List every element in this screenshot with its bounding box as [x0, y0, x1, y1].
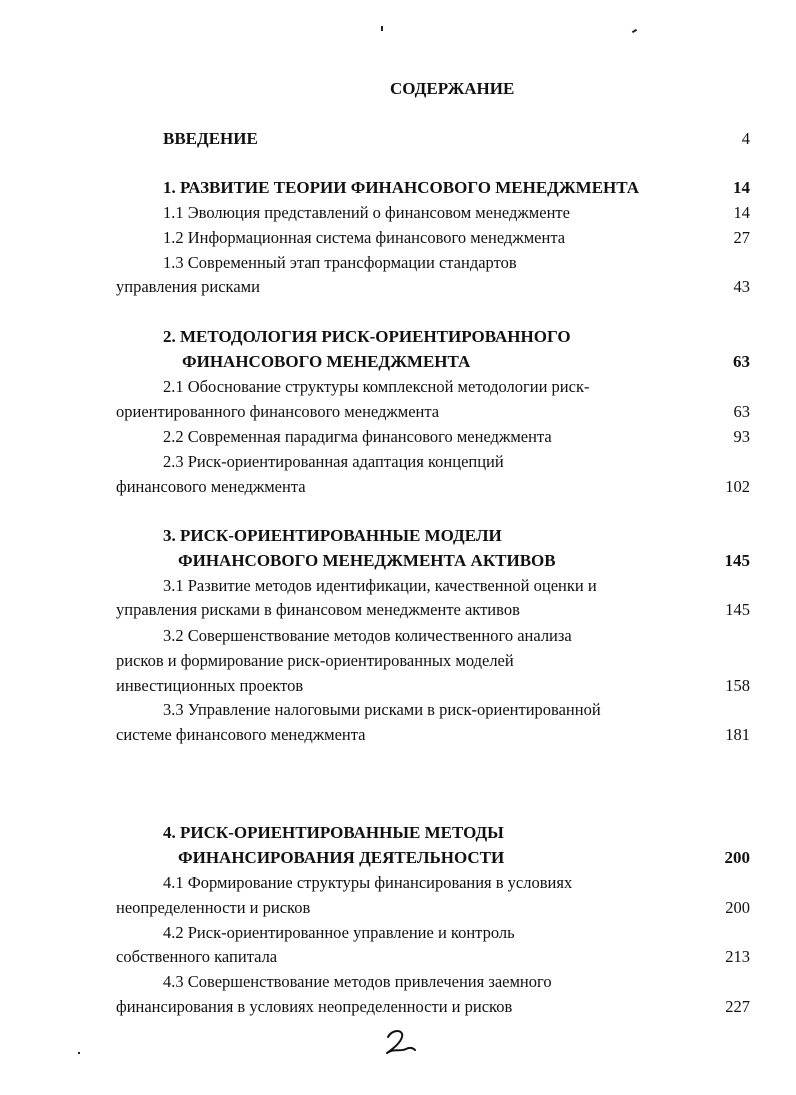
- toc-ch3-s2-line1: 3.2 Совершенствование методов количественного анализа: [163, 626, 572, 645]
- toc-ch4-s1-line2: неопределенности и рисков: [116, 898, 311, 917]
- toc-ch4-s3-line1: 4.3 Совершенствование методов привлечения заемного: [163, 972, 552, 991]
- toc-ch4-s3-page: 227: [725, 997, 750, 1016]
- toc-ch2-s2: 2.2 Современная парадигма финансового менеджмента: [163, 427, 552, 446]
- toc-ch1-s3-line2: управления рисками: [116, 277, 260, 296]
- toc-ch4-heading-line2: ФИНАНСИРОВАНИЯ ДЕЯТЕЛЬНОСТИ: [178, 848, 505, 867]
- handwritten-page-number: [382, 1028, 418, 1056]
- toc-ch4-s2-line1: 4.2 Риск-ориентированное управление и контроль: [163, 923, 515, 942]
- toc-ch4-s1-page: 200: [725, 898, 750, 917]
- toc-ch2-s1-page: 63: [733, 402, 750, 421]
- toc-ch4-heading-line1: 4. РИСК-ОРИЕНТИРОВАННЫЕ МЕТОДЫ: [163, 823, 504, 842]
- toc-ch3-page: 145: [724, 551, 750, 570]
- toc-ch3-s3-line2: системе финансового менеджмента: [116, 725, 366, 744]
- toc-ch1-s1: 1.1 Эволюция представлений о финансовом менеджменте: [163, 203, 570, 222]
- toc-ch3-s3-page: 181: [725, 725, 750, 744]
- toc-ch3-s2-page: 158: [725, 676, 750, 695]
- toc-ch4-s1-line1: 4.1 Формирование структуры финансирования в условиях: [163, 873, 573, 892]
- page-title: СОДЕРЖАНИЕ: [390, 79, 515, 98]
- toc-ch2-s1-line1: 2.1 Обоснование структуры комплексной методологии риск-: [163, 377, 590, 396]
- toc-ch3-s1-line2: управления рисками в финансовом менеджменте активов: [116, 600, 520, 619]
- toc-ch4-s2-page: 213: [725, 947, 750, 966]
- toc-intro-label: ВВЕДЕНИЕ: [163, 129, 258, 148]
- toc-intro-page: 4: [741, 129, 750, 148]
- toc-ch1-s1-page: 14: [733, 203, 750, 222]
- toc-ch3-s3-line1: 3.3 Управление налоговыми рисками в риск-ориентированной: [163, 700, 601, 719]
- toc-ch4-s2-line2: собственного капитала: [116, 947, 278, 966]
- toc-ch3-heading-line1: 3. РИСК-ОРИЕНТИРОВАННЫЕ МОДЕЛИ: [163, 526, 502, 545]
- toc-ch2-page: 63: [733, 352, 750, 371]
- toc-ch1-heading: 1. РАЗВИТИЕ ТЕОРИИ ФИНАНСОВОГО МЕНЕДЖМЕНТА: [163, 178, 640, 197]
- toc-ch2-s3-line1: 2.3 Риск-ориентированная адаптация концепций: [163, 452, 504, 471]
- toc-ch3-s2-line3: инвестиционных проектов: [116, 676, 304, 695]
- scan-speck: [381, 26, 383, 31]
- toc-ch2-s3-page: 102: [725, 477, 750, 496]
- scan-speck: [78, 1052, 80, 1054]
- toc-ch1-page: 14: [733, 178, 750, 197]
- toc-ch3-s1-line1: 3.1 Развитие методов идентификации, качественной оценки и: [163, 576, 597, 595]
- toc-ch1-s3-page: 43: [733, 277, 750, 296]
- scan-speck: [632, 29, 637, 33]
- toc-ch2-heading-line2: ФИНАНСОВОГО МЕНЕДЖМЕНТА: [182, 352, 471, 371]
- toc-ch2-heading-line1: 2. МЕТОДОЛОГИЯ РИСК-ОРИЕНТИРОВАННОГО: [163, 327, 571, 346]
- toc-ch3-s1-page: 145: [725, 600, 750, 619]
- toc-ch2-s3-line2: финансового менеджмента: [116, 477, 306, 496]
- toc-ch2-s2-page: 93: [733, 427, 750, 446]
- toc-ch3-s2-line2: рисков и формирование риск-ориентированных моделей: [116, 651, 514, 670]
- toc-ch1-s2: 1.2 Информационная система финансового менеджмента: [163, 228, 566, 247]
- toc-ch4-page: 200: [724, 848, 750, 867]
- toc-ch3-heading-line2: ФИНАНСОВОГО МЕНЕДЖМЕНТА АКТИВОВ: [178, 551, 556, 570]
- toc-ch1-s2-page: 27: [733, 228, 750, 247]
- toc-ch1-s3-line1: 1.3 Современный этап трансформации стандартов: [163, 253, 517, 272]
- toc-ch4-s3-line2: финансирования в условиях неопределенности и рисков: [116, 997, 513, 1016]
- toc-ch2-s1-line2: ориентированного финансового менеджмента: [116, 402, 440, 421]
